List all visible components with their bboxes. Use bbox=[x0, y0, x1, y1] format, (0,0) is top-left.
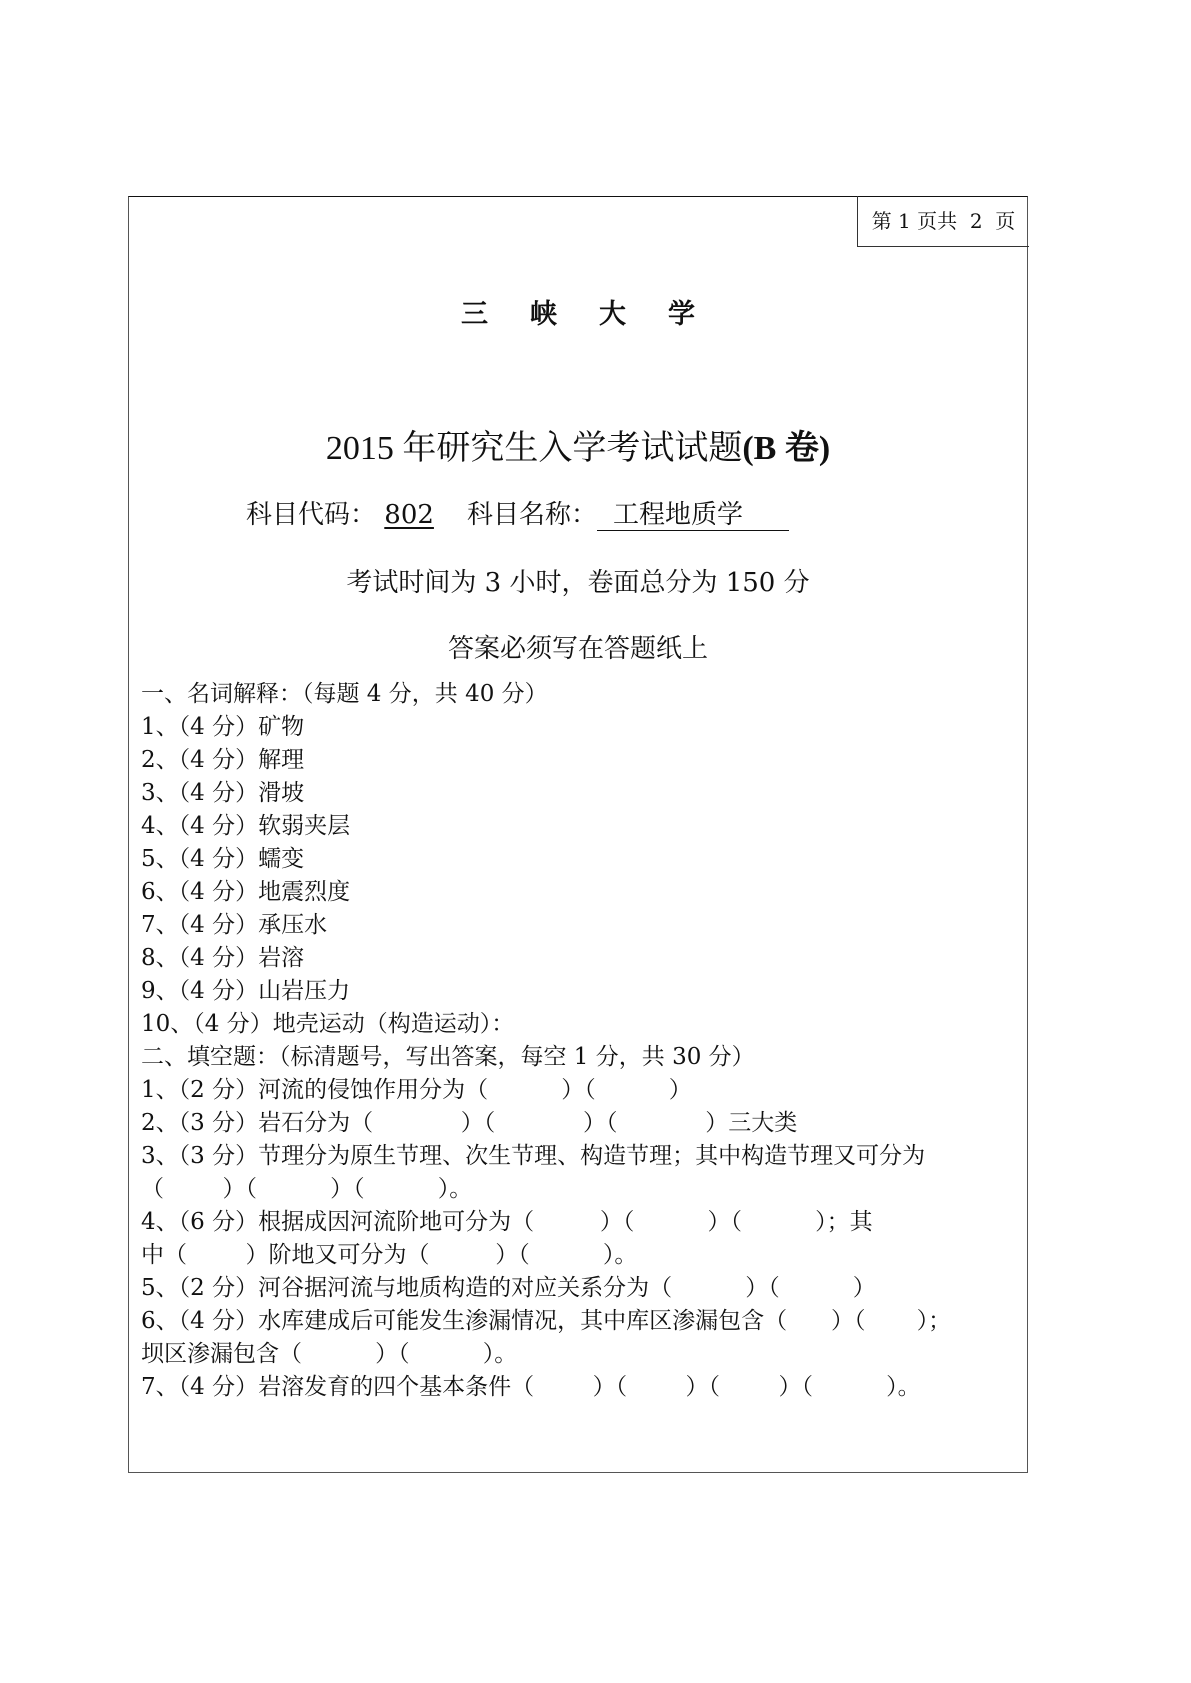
university-char: 大 bbox=[599, 299, 626, 330]
section-heading: 一、名词解释：（每题 4 分，共 40 分） bbox=[141, 681, 548, 707]
question-line: 4、（6 分）根据成因河流阶地可分为（ ）（ ）（ ）；其 bbox=[141, 1209, 873, 1235]
question-line: 6、（4 分）地震烈度 bbox=[141, 879, 351, 905]
question-line: 7、（4 分）岩溶发育的四个基本条件（ ）（ ）（ ）（ ）。 bbox=[141, 1374, 921, 1400]
subject-code-label: 科目代码： bbox=[246, 500, 377, 530]
section-heading: 二、填空题：（标清题号，写出答案，每空 1 分，共 30 分） bbox=[141, 1044, 755, 1070]
question-line: 8、（4 分）岩溶 bbox=[141, 945, 305, 971]
notice: 答案必须写在答题纸上 bbox=[447, 634, 708, 664]
exam-info: 考试时间为 3 小时，卷面总分为 150 分 bbox=[346, 568, 810, 598]
subject-line bbox=[246, 494, 789, 531]
question-line: 1、（2 分）河流的侵蚀作用分为（ ）（ ） bbox=[141, 1077, 692, 1103]
subject-code: 802 bbox=[384, 500, 434, 530]
question-line: 5、（2 分）河谷据河流与地质构造的对应关系分为（ ）（ ） bbox=[141, 1275, 876, 1301]
question-line: 3、（4 分）滑坡 bbox=[141, 780, 305, 806]
exam-title-main: 2015 年研究生入学考试试题 bbox=[325, 430, 743, 467]
question-line: 坝区渗漏包含（ ）（ ）。 bbox=[141, 1341, 518, 1367]
question-line: 1、（4 分）矿物 bbox=[141, 714, 305, 740]
university-name bbox=[128, 292, 1028, 331]
question-line: 10、（4 分）地壳运动（构造运动）： bbox=[141, 1011, 515, 1037]
university-char: 学 bbox=[668, 299, 695, 330]
subject-name-label: 科目名称： bbox=[466, 500, 597, 530]
question-line: 5、（4 分）蠕变 bbox=[141, 846, 305, 872]
subject-name: 工程地质学 bbox=[597, 500, 789, 531]
page-indicator: 第 1 页共 2 页 bbox=[857, 196, 1029, 247]
university-char: 三 bbox=[461, 299, 488, 330]
question-line: 2、（3 分）岩石分为（ ）（ ）（ ）三大类 bbox=[141, 1110, 798, 1136]
question-line: 7、（4 分）承压水 bbox=[141, 912, 328, 938]
question-line: 6、（4 分）水库建成后可能发生渗漏情况，其中库区渗漏包含（ ）（ ）； bbox=[141, 1308, 952, 1334]
university-char: 峡 bbox=[530, 299, 557, 330]
question-line: 9、（4 分）山岩压力 bbox=[141, 978, 351, 1004]
question-line: 4、（4 分）软弱夹层 bbox=[141, 813, 351, 839]
question-line: （ ）（ ）（ ）。 bbox=[141, 1176, 473, 1202]
question-line: 3、（3 分）节理分为原生节理、次生节理、构造节理；其中构造节理又可分为 bbox=[141, 1143, 926, 1169]
exam-title bbox=[128, 420, 1028, 469]
question-line: 2、（4 分）解理 bbox=[141, 747, 305, 773]
question-line: 中（ ）阶地又可分为（ ）（ ）。 bbox=[141, 1242, 638, 1268]
exam-title-suffix: (B 卷) bbox=[742, 430, 831, 467]
